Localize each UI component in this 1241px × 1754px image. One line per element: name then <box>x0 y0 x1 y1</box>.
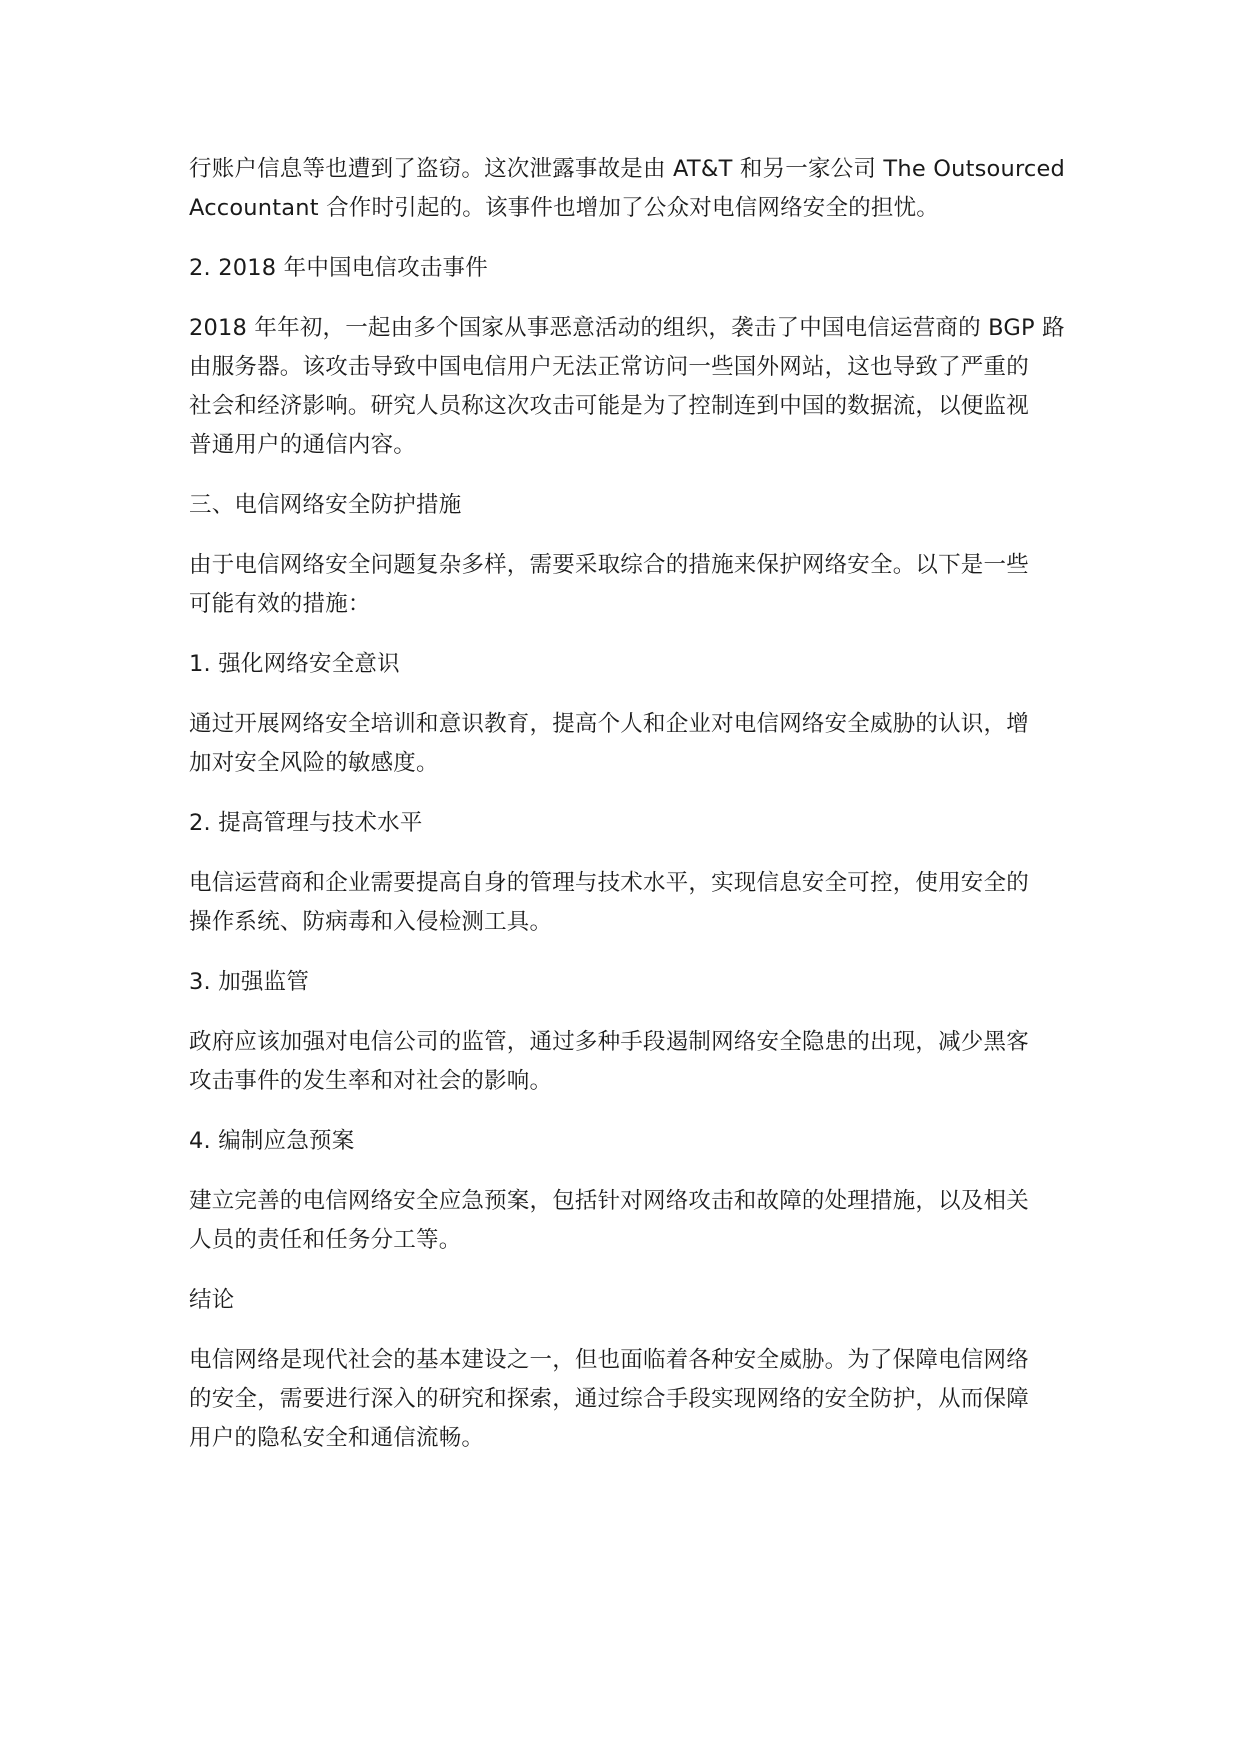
text-line: 通过开展网络安全培训和意识教育，提高个人和企业对电信网络安全威胁的认识，增 <box>189 711 1029 737</box>
heading-section-three <box>189 486 1059 525</box>
paragraph-measure-4 <box>189 1182 1059 1260</box>
text-line: 可能有效的措施： <box>189 591 371 617</box>
text-line: 2. 提高管理与技术水平 <box>189 810 423 836</box>
text-line: 普通用户的通信内容。 <box>189 432 417 458</box>
text-line: 的安全，需要进行深入的研究和探索，通过综合手段实现网络的安全防护，从而保障 <box>189 1386 1029 1412</box>
paragraph-att-breach-continued <box>189 150 1066 228</box>
heading-measure-1 <box>189 645 1059 684</box>
text-line: 电信运营商和企业需要提高自身的管理与技术水平，实现信息安全可控，使用安全的 <box>189 870 1029 896</box>
text-line: 操作系统、防病毒和入侵检测工具。 <box>189 909 553 935</box>
text-line: 2018 年年初，一起由多个国家从事恶意活动的组织，袭击了中国电信运营商的 BGP 路 <box>189 315 1065 341</box>
text-line: 由服务器。该攻击导致中国电信用户无法正常访问一些国外网站，这也导致了严重的 <box>189 354 1029 380</box>
text-line: 攻击事件的发生率和对社会的影响。 <box>189 1068 553 1094</box>
paragraph-measures-intro <box>189 546 1059 624</box>
text-line: 2. 2018 年中国电信攻击事件 <box>189 255 488 281</box>
text-line: 行账户信息等也遭到了盗窃。这次泄露事故是由 AT&T 和另一家公司 The Outsourced <box>189 156 1066 182</box>
text-line: 政府应该加强对电信公司的监管，通过多种手段遏制网络安全隐患的出现，减少黑客 <box>189 1029 1029 1055</box>
text-line: 4. 编制应急预案 <box>189 1128 355 1154</box>
heading-measure-2 <box>189 804 1059 843</box>
text-line: Accountant 合作时引起的。该事件也增加了公众对电信网络安全的担忧。 <box>189 195 939 221</box>
text-line: 社会和经济影响。研究人员称这次攻击可能是为了控制连到中国的数据流，以便监视 <box>189 393 1029 419</box>
text-line: 电信网络是现代社会的基本建设之一，但也面临着各种安全威胁。为了保障电信网络 <box>189 1347 1029 1373</box>
text-line: 加对安全风险的敏感度。 <box>189 750 439 776</box>
text-line: 三、电信网络安全防护措施 <box>189 492 462 518</box>
text-line: 结论 <box>189 1287 235 1313</box>
paragraph-bgp-attack <box>189 309 1065 465</box>
heading-measure-4 <box>189 1122 1059 1161</box>
document-body <box>189 150 1066 1458</box>
paragraph-measure-1 <box>189 705 1059 783</box>
text-line: 建立完善的电信网络安全应急预案，包括针对网络攻击和故障的处理措施，以及相关 <box>189 1188 1029 1214</box>
heading-2018-china-telecom-attack <box>189 249 1059 288</box>
paragraph-measure-2 <box>189 864 1059 942</box>
text-line: 用户的隐私安全和通信流畅。 <box>189 1425 485 1451</box>
heading-measure-3 <box>189 963 1059 1002</box>
paragraph-measure-3 <box>189 1023 1059 1101</box>
text-line: 人员的责任和任务分工等。 <box>189 1227 462 1253</box>
text-line: 3. 加强监管 <box>189 969 310 995</box>
text-line: 1. 强化网络安全意识 <box>189 651 400 677</box>
paragraph-conclusion <box>189 1341 1059 1458</box>
text-line: 由于电信网络安全问题复杂多样，需要采取综合的措施来保护网络安全。以下是一些 <box>189 552 1029 578</box>
heading-conclusion <box>189 1281 1059 1320</box>
